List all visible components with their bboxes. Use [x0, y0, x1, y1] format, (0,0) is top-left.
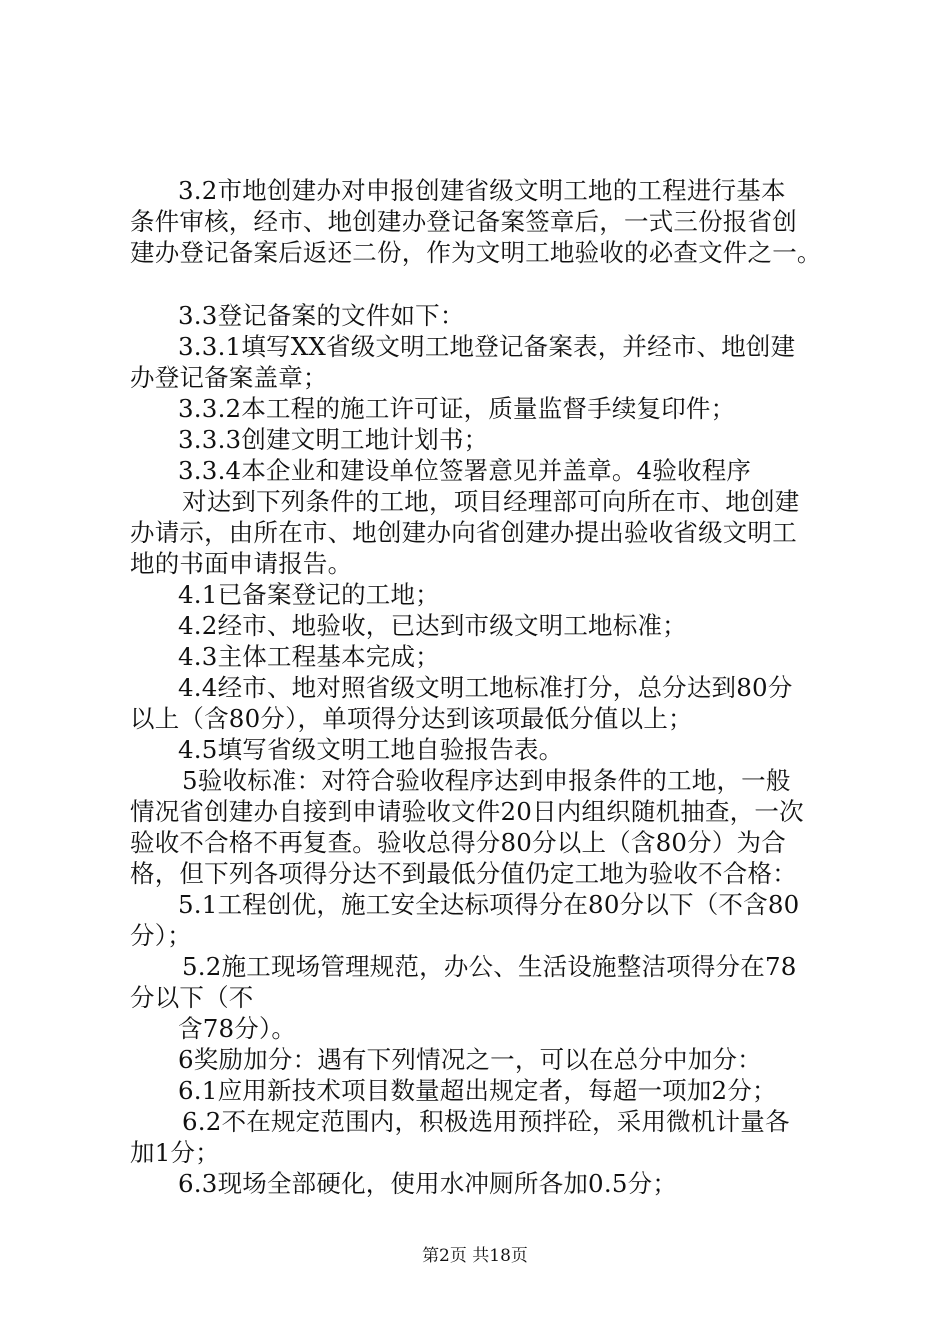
paragraph-line: 4.1已备案登记的工地； — [178, 580, 440, 609]
paragraph-line: 办登记备案盖章； — [130, 363, 328, 392]
paragraph-line: 含78分）。 — [178, 1014, 297, 1043]
paragraph-line: 5验收标准：对符合验收程序达到申报条件的工地，一般 — [182, 766, 791, 795]
paragraph-line: 对达到下列条件的工地，项目经理部可向所在市、地创建 — [182, 487, 800, 516]
paragraph-line: 4.5填写省级文明工地自验报告表。 — [178, 735, 564, 764]
paragraph-line: 5.2施工现场管理规范，办公、生活设施整洁项得分在78 — [182, 952, 797, 981]
paragraph-gap — [130, 268, 840, 300]
paragraph-line: 条件审核，经市、地创建办登记备案签章后，一式三份报省创 — [130, 207, 797, 236]
paragraph-line: 以上（含80分），单项得分达到该项最低分值以上； — [130, 704, 693, 733]
paragraph-line: 3.3登记备案的文件如下： — [178, 301, 465, 330]
paragraph-line: 3.3.3创建文明工地计划书； — [178, 425, 489, 454]
paragraph-line: 6奖励加分：遇有下列情况之一，可以在总分中加分： — [178, 1045, 762, 1074]
paragraph-line: 建办登记备案后返还二份，作为文明工地验收的必查文件之一。 — [130, 238, 822, 267]
paragraph-line: 3.3.4本企业和建设单位签署意见并盖章。4验收程序 — [178, 456, 752, 485]
paragraph-line: 分）； — [130, 921, 192, 950]
paragraph-line: 6.3现场全部硬化，使用水冲厕所各加0.5分； — [178, 1169, 678, 1198]
paragraph-line: 4.4经市、地对照省级文明工地标准打分，总分达到80分 — [178, 673, 793, 702]
document-body — [130, 175, 840, 1199]
paragraph-line: 3.2市地创建办对申报创建省级文明工地的工程进行基本 — [178, 176, 786, 205]
paragraph-line: 分以下（不 — [130, 983, 254, 1012]
paragraph-line: 办请示，由所在市、地创建办向省创建办提出验收省级文明工 — [130, 518, 797, 547]
paragraph-line: 3.3.1填写XX省级文明工地登记备案表，并经市、地创建 — [178, 332, 796, 361]
paragraph-line: 5.1工程创优，施工安全达标项得分在80分以下（不含80 — [178, 890, 800, 919]
paragraph-line: 4.3主体工程基本完成； — [178, 642, 440, 671]
page-footer: 第2页 共18页 — [422, 1246, 528, 1266]
paragraph-line: 6.1应用新技术项目数量超出规定者，每超一项加2分； — [178, 1076, 777, 1105]
paragraph-line: 4.2经市、地验收，已达到市级文明工地标准； — [178, 611, 687, 640]
paragraph-line: 6.2不在规定范围内，积极选用预拌砼，采用微机计量各 — [182, 1107, 790, 1136]
paragraph-line: 3.3.2本工程的施工许可证，质量监督手续复印件； — [178, 394, 736, 423]
paragraph-line: 地的书面申请报告。 — [130, 549, 353, 578]
paragraph-line: 加1分； — [130, 1138, 220, 1167]
paragraph-line: 格，但下列各项得分达不到最低分值仍定工地为验收不合格： — [130, 859, 797, 888]
paragraph-line: 验收不合格不再复查。验收总得分80分以上（含80分）为合 — [130, 828, 786, 857]
paragraph-line: 情况省创建办自接到申请验收文件20日内组织随机抽查，一次 — [130, 797, 804, 826]
